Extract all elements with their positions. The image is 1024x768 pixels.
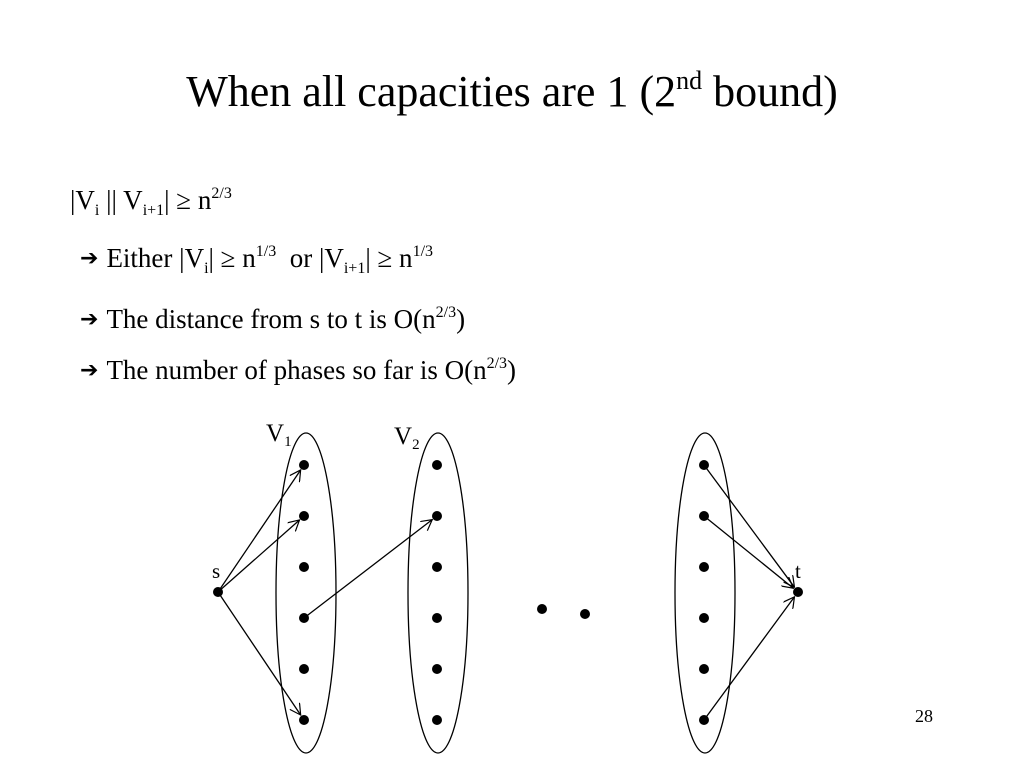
layer-vertex (699, 715, 709, 725)
layer-vertex (299, 460, 309, 470)
layer-v2-ellipse (408, 433, 468, 753)
implication-line-distance: ➔ The distance from s to t is $O(n^{2/3})$ (80, 304, 466, 334)
slide-title: When all capacities are 1 (2nd bound) (186, 66, 838, 116)
directed-edge (218, 592, 301, 715)
implies-arrow-icon: ➔ (80, 358, 99, 383)
source-label: s (212, 559, 221, 583)
implication-line-either: ➔ Either $|V_i| \ge n^{1/3}$ or $|V_{i+1}| \ge n^{1/3}$ (80, 243, 434, 277)
layer-vertex (432, 511, 442, 521)
ellipsis-dot (580, 609, 590, 619)
sink-vertex (793, 587, 803, 597)
layer-vertex (699, 613, 709, 623)
layer-vk-ellipse (675, 433, 735, 753)
layer-vertex (299, 562, 309, 572)
directed-edge (704, 516, 793, 588)
layer-vertex (299, 664, 309, 674)
layer-vertex (432, 715, 442, 725)
layer-vertex (699, 460, 709, 470)
directed-edge (704, 597, 794, 720)
page-number: 28 (915, 706, 933, 726)
layer-vertex (299, 613, 309, 623)
ellipsis-dot (537, 604, 547, 614)
layer-vertex (299, 511, 309, 521)
layer-v1-ellipse (276, 433, 336, 753)
statement-line: $|V_i$ || $V_{i+1}| \ge n^{2/3}$ (70, 185, 232, 219)
implication-line-phases: ➔ The number of phases so far is $O(n^{2/3})$ (80, 355, 517, 385)
layer-vertex (299, 715, 309, 725)
sink-label: t (795, 559, 801, 583)
layer-vertex (432, 460, 442, 470)
layer-vertex (432, 562, 442, 572)
layer-label-v1: $V_1$ (266, 420, 292, 450)
layer-vertex (432, 613, 442, 623)
layer-vertex (699, 664, 709, 674)
implies-arrow-icon: ➔ (80, 307, 99, 332)
layer-vertex (699, 562, 709, 572)
directed-edge (304, 520, 432, 618)
directed-edge (218, 470, 301, 592)
layer-vertex (699, 511, 709, 521)
source-vertex (213, 587, 223, 597)
directed-edge (704, 465, 794, 587)
implies-arrow-icon: ➔ (80, 246, 99, 271)
layer-vertex (432, 664, 442, 674)
layer-label-v2: $V_2$ (394, 423, 420, 453)
